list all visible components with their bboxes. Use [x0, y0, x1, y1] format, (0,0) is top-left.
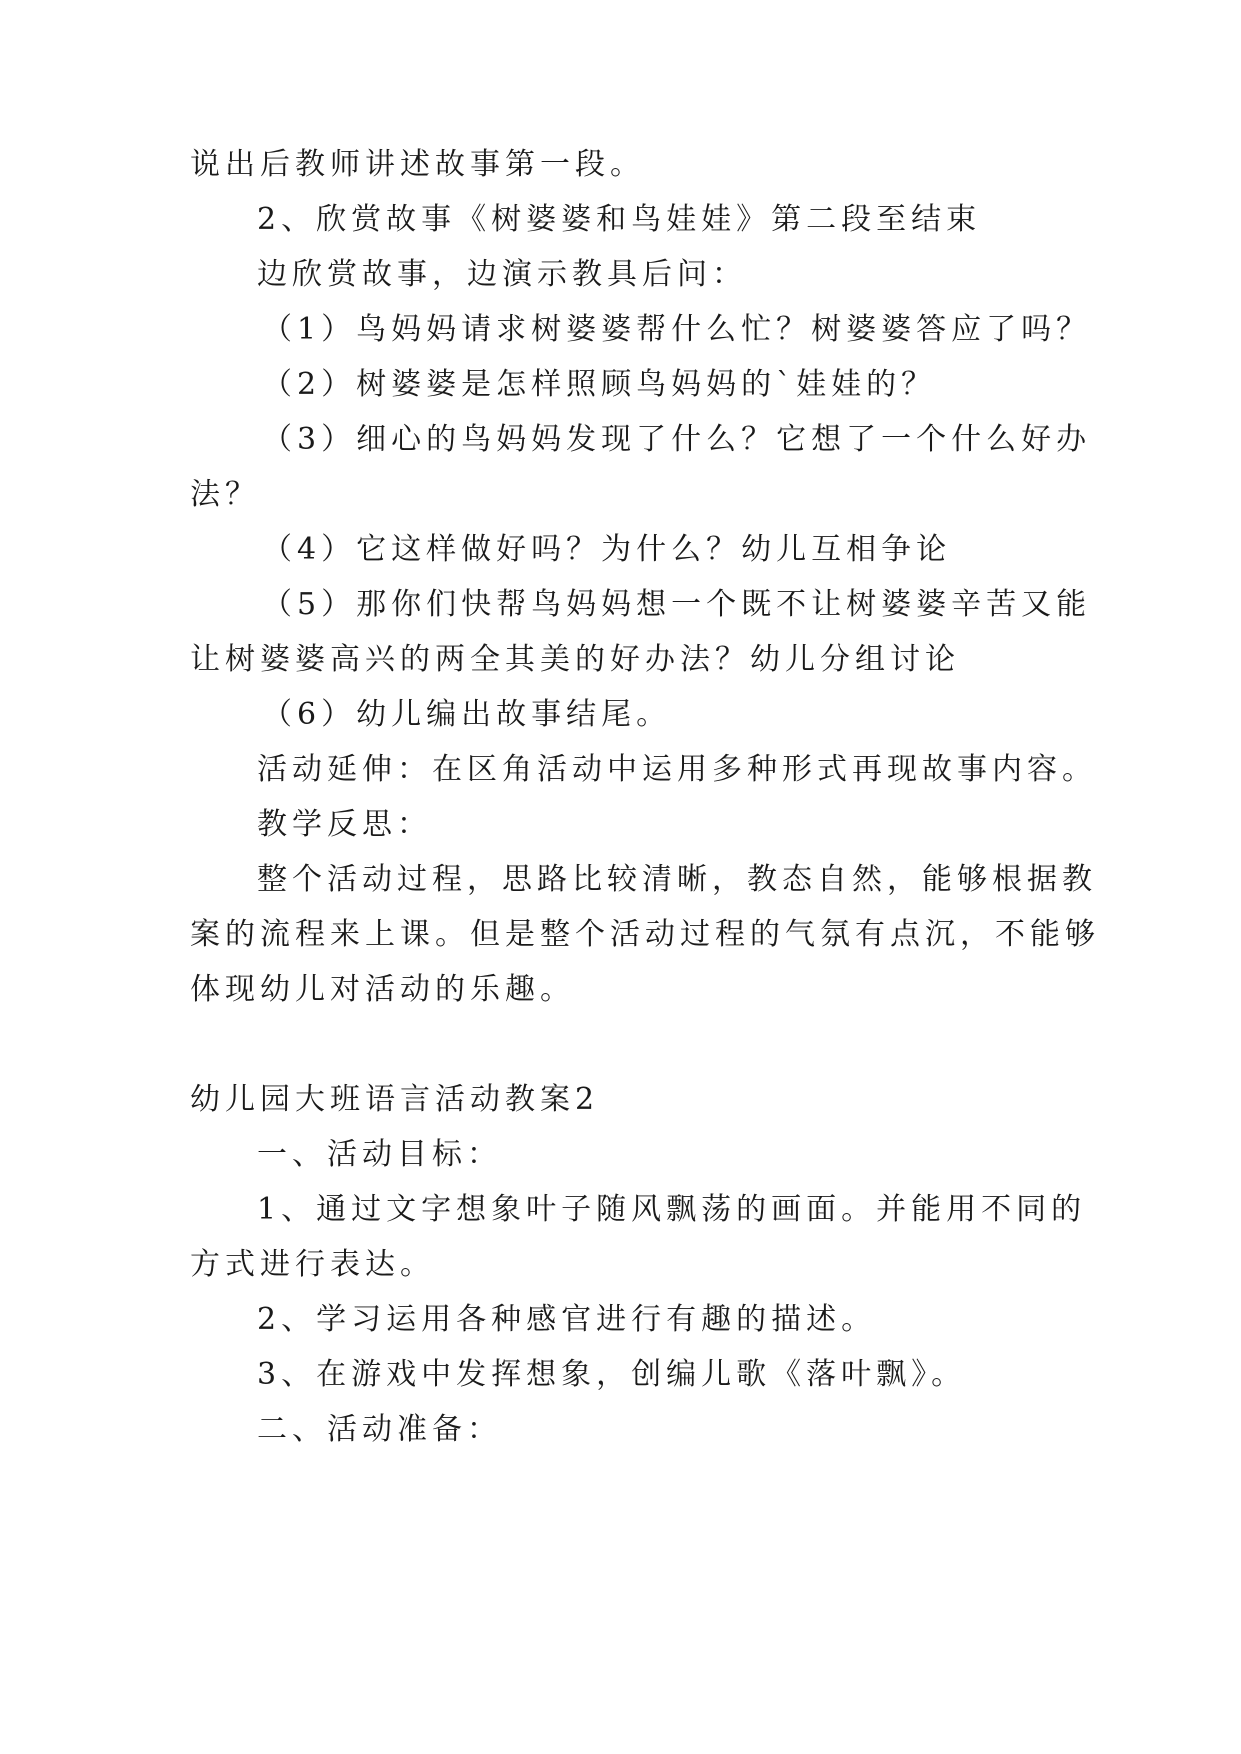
paragraph-line: 案的流程来上课。但是整个活动过程的气氛有点沉，不能够: [190, 917, 1100, 952]
question-line: （2）树婆婆是怎样照顾鸟妈妈的`娃娃的？: [262, 367, 937, 402]
question-line: （3）细心的鸟妈妈发现了什么？它想了一个什么好办: [262, 422, 1092, 457]
paragraph-line: 方式进行表达。: [190, 1247, 435, 1282]
paragraph-line: 体现幼儿对活动的乐趣。: [190, 972, 575, 1007]
section-heading: 一、活动目标：: [257, 1137, 502, 1172]
paragraph-line: 说出后教师讲述故事第一段。: [190, 147, 645, 182]
section-title: 幼儿园大班语言活动教案2: [190, 1082, 600, 1117]
section-label: 教学反思：: [257, 807, 432, 842]
paragraph-line: 2、学习运用各种感官进行有趣的描述。: [257, 1302, 877, 1337]
question-line: （6）幼儿编出故事结尾。: [262, 697, 672, 732]
paragraph-line: 边欣赏故事，边演示教具后问：: [257, 257, 747, 292]
section-heading: 二、活动准备：: [257, 1412, 502, 1447]
paragraph-line: 活动延伸：在区角活动中运用多种形式再现故事内容。: [257, 752, 1097, 787]
question-line: 法？: [190, 477, 260, 512]
paragraph-line: 整个活动过程，思路比较清晰，教态自然，能够根据教: [257, 862, 1097, 897]
question-line: 让树婆婆高兴的两全其美的好办法？幼儿分组讨论: [190, 642, 960, 677]
question-line: （5）那你们快帮鸟妈妈想一个既不让树婆婆辛苦又能: [262, 587, 1092, 622]
question-line: （4）它这样做好吗？为什么？幼儿互相争论: [262, 532, 952, 567]
paragraph-line: 2、欣赏故事《树婆婆和鸟娃娃》第二段至结束: [257, 202, 982, 237]
paragraph-line: 1、通过文字想象叶子随风飘荡的画面。并能用不同的: [257, 1192, 1087, 1227]
question-line: （1）鸟妈妈请求树婆婆帮什么忙？树婆婆答应了吗？: [262, 312, 1092, 347]
paragraph-line: 3、在游戏中发挥想象，创编儿歌《落叶飘》。: [257, 1357, 967, 1392]
